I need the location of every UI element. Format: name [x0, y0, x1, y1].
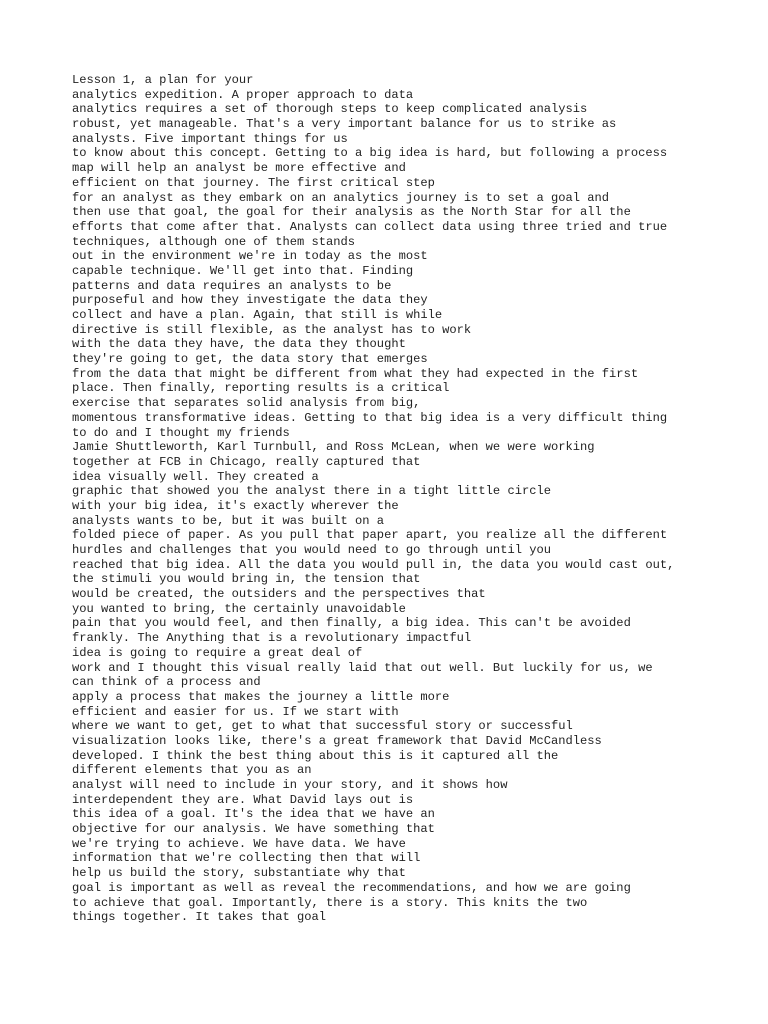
transcript-line: hurdles and challenges that you would need to go through until you	[72, 543, 551, 557]
transcript-line: purposeful and how they investigate the data they	[72, 293, 428, 308]
transcript-line: analytics expedition. A proper approach to data	[72, 87, 414, 102]
transcript-line: with the data they have, the data they thought	[72, 337, 406, 352]
transcript-line: robust, yet manageable. That's a very important balance for us to strike as	[72, 117, 617, 132]
transcript-text-block	[72, 73, 712, 925]
transcript-line: exercise that separates solid analysis from big,	[72, 396, 421, 411]
transcript-line: to do and I thought my friends	[72, 425, 290, 440]
transcript-line: the stimuli you would bring in, the tension that	[72, 572, 421, 587]
transcript-line: capable technique. We'll get into that. Finding	[72, 263, 414, 278]
transcript-line: they're going to get, the data story that emerges	[72, 352, 428, 367]
transcript-line: from the data that might be different from what they had expected in the first	[72, 366, 639, 381]
transcript-line: efficient on that journey. The first critical step	[72, 175, 435, 190]
transcript-line: things together. It takes that goal	[72, 910, 327, 925]
transcript-line: objective for our analysis. We have something that	[72, 822, 435, 837]
transcript-line: then use that goal, the goal for their analysis as the North Star for all the	[72, 205, 631, 220]
transcript-line: Lesson 1, a plan for your	[72, 73, 254, 87]
transcript-line: pain that you would feel, and then finally, a big idea. This can't be avoided	[72, 616, 631, 631]
transcript-line: directive is still flexible, as the analyst has to work	[72, 322, 472, 337]
transcript-line: can think of a process and	[72, 675, 261, 690]
transcript-line: this idea of a goal. It's the idea that we have an	[72, 807, 435, 822]
transcript-line: reached that big idea. All the data you would pull in, the data you would cast out,	[72, 557, 675, 572]
transcript-line: out in the environment we're in today as the most	[72, 249, 428, 264]
transcript-line: would be created, the outsiders and the perspectives that	[72, 587, 486, 602]
transcript-line: different elements that you as an	[72, 763, 312, 778]
transcript-line: analysts wants to be, but it was built on a	[72, 513, 385, 528]
transcript-line: place. Then finally, reporting results is a critical	[72, 381, 450, 396]
transcript-line: help us build the story, substantiate why that	[72, 866, 406, 881]
transcript-line: for an analyst as they embark on an analytics journey is to set a goal and	[72, 190, 610, 205]
transcript-line: frankly. The Anything that is a revolutionary impactful	[72, 631, 472, 646]
transcript-line: map will help an analyst be more effective and	[72, 161, 406, 176]
transcript-line: idea visually well. They created a	[72, 469, 319, 484]
transcript-line: together at FCB in Chicago, really captured that	[72, 454, 421, 469]
transcript-line: techniques, although one of them stands	[72, 234, 356, 249]
transcript-line: graphic that showed you the analyst there in a tight little circle	[72, 484, 551, 499]
transcript-line: developed. I think the best thing about this is it captured all the	[72, 748, 559, 763]
transcript-line: momentous transformative ideas. Getting to that big idea is a very difficult thing	[72, 410, 668, 425]
transcript-line: Jamie Shuttleworth, Karl Turnbull, and Ross McLean, when we were working	[72, 440, 595, 455]
transcript-line: analysts. Five important things for us	[72, 131, 348, 146]
transcript-line: we're trying to achieve. We have data. We have	[72, 836, 406, 851]
transcript-line: to know about this concept. Getting to a big idea is hard, but following a process	[72, 146, 668, 161]
transcript-line: efficient and easier for us. If we start with	[72, 704, 399, 719]
transcript-line: apply a process that makes the journey a little more	[72, 689, 450, 704]
transcript-line: analyst will need to include in your story, and it shows how	[72, 778, 508, 792]
transcript-line: folded piece of paper. As you pull that paper apart, you realize all the different	[72, 528, 668, 543]
transcript-line: you wanted to bring, the certainly unavoidable	[72, 601, 406, 616]
transcript-line: patterns and data requires an analysts to be	[72, 278, 392, 293]
transcript-line: with your big idea, it's exactly wherever the	[72, 498, 399, 513]
transcript-line: work and I thought this visual really laid that out well. But luckily for us, we	[72, 660, 653, 675]
transcript-line: goal is important as well as reveal the recommendations, and how we are going	[72, 880, 631, 895]
transcript-line: to achieve that goal. Importantly, there is a story. This knits the two	[72, 895, 588, 910]
transcript-line: where we want to get, get to what that successful story or successful	[72, 719, 573, 734]
transcript-line: interdependent they are. What David lays out is	[72, 792, 414, 807]
transcript-line: idea is going to require a great deal of	[72, 645, 363, 660]
transcript-line: visualization looks like, there's a great framework that David McCandless	[72, 733, 602, 748]
transcript-line: information that we're collecting then that will	[72, 851, 421, 866]
transcript-line: collect and have a plan. Again, that still is while	[72, 308, 443, 322]
transcript-line: analytics requires a set of thorough steps to keep complicated analysis	[72, 102, 588, 117]
transcript-line: efforts that come after that. Analysts can collect data using three tried and true	[72, 219, 668, 234]
